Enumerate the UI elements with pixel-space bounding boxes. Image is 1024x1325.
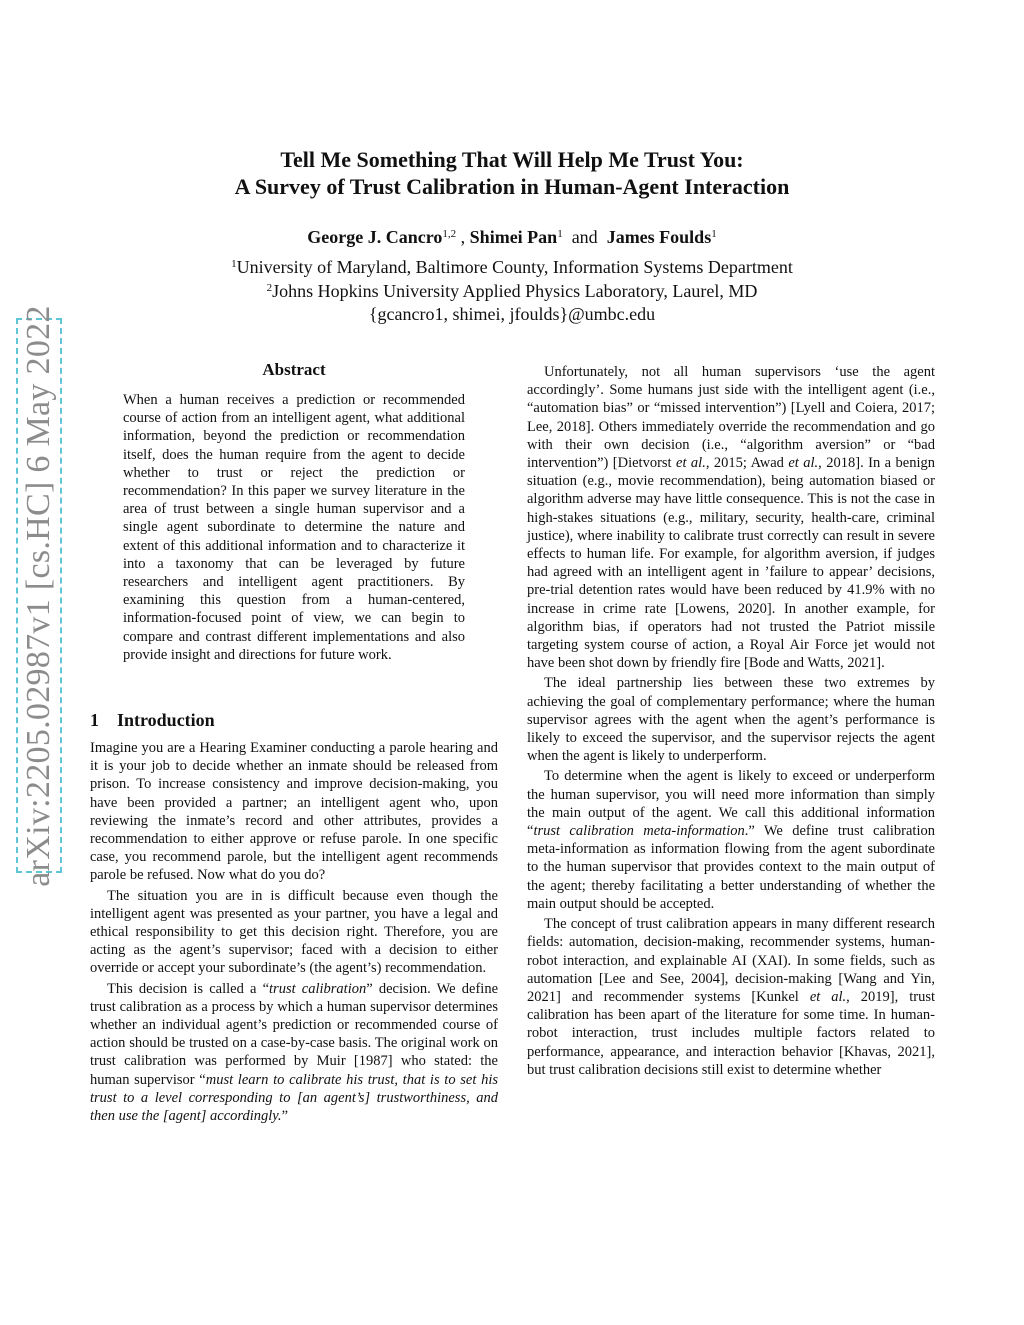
- text-run: ”: [281, 1108, 288, 1125]
- abstract-heading: Abstract: [262, 360, 326, 379]
- author-affiliation-mark: 1: [557, 228, 563, 240]
- text-run: This decision is called a “: [107, 980, 270, 997]
- text-run: , 2015; Awad: [705, 455, 789, 472]
- paragraph: [90, 980, 498, 1126]
- paragraph: [527, 915, 935, 1079]
- emphasis-term: trust calibration: [269, 980, 367, 997]
- text-run: Unfortunately, not all human supervisors ‘use the agent accordingly’. Some humans just side with the intelligent agent (i.e., “automation bias” or “missed intervention”) [Lyell and Coiera, 2017; Lee, 2018]. Others immediately override the recommendation and go with their own decision (i.e., “algorithm aversion” or “bad intervention”) [Dietvorst: [527, 364, 935, 472]
- author-name: James Foulds: [606, 227, 712, 247]
- title-line-2: A Survey of Trust Calibration in Human-Agent Interaction: [234, 174, 790, 199]
- author-list: [150, 222, 874, 249]
- quotation: must learn to calibrate his trust, that is to set his trust to a level corresponding to [an agent’s] trustworthiness, and then use the [agent] accordingly.: [90, 1071, 499, 1125]
- section-number: 1: [90, 710, 99, 730]
- author-separator: and: [562, 227, 607, 247]
- arxiv-sidebar-stamp: [16, 304, 62, 887]
- arxiv-identifier: arXiv:2205.02987v1 [cs.HC] 6 May 2022: [20, 304, 57, 887]
- author-affiliation-mark: 1,2: [442, 228, 457, 240]
- paragraph: The ideal partnership lies between these two extremes by achieving the goal of complementary performance; where the human supervisor agrees with the agent when the agent’s performance is likely to exceed the supervisor, and the supervisor rejects the agent when the agent is likely to underperform.: [527, 675, 935, 765]
- author-name: Shimei Pan: [469, 227, 558, 247]
- paragraph: [527, 767, 935, 913]
- paper-title: [150, 146, 874, 200]
- author-emails: {gcancro1, shimei, jfoulds}@umbc.edu: [368, 304, 656, 324]
- affiliation-1: [150, 252, 874, 279]
- author-name: George J. Cancro: [307, 227, 443, 247]
- text-run: ” decision. We define trust calibration as a process by which a human supervisor determines whether an individual agent’s prediction or recommended course of action should be trusted on a case-by-case basis. The original work on trust calibration was performed by Muir [1987] who stated: the human supervisor “: [90, 980, 499, 1088]
- author-affiliation-mark: 1: [711, 228, 717, 240]
- text-run: , 2018]. In a benign situation (e.g., movie recommendation), being automation biased or algorithm adverse may have little consequence. This is not the case in high-stakes situations (e.g., military, security, health-care, criminal justice), where inability to calibrate trust correctly can result in severe effects to human life. For example, for algorithm aversion, if judges had agreed with an intelligent agent in ’failure to appear’ decisions, pre-trial detention rates would have been reduced by 41.9% with no increase in crime rate [Lowens, 2020]. In another example, for algorithm bias, if operators had not trusted the Patriot missile targeting system course of action, a Royal Air Force jet would not have been shot down by friendly fire [Bode and Watts, 2021].: [527, 455, 936, 672]
- author-separator: ,: [456, 227, 470, 247]
- emphasis-term: trust calibration meta-information: [533, 823, 745, 840]
- abstract-body: When a human receives a prediction or recommended course of action from an intelligent agent, what additional information, beyond the prediction or recommendation itself, does the human require from the agent to decide whether to trust or reject the prediction or recommendation? In this paper we survey literature in the area of trust between a single human supervisor and a single agent subordinate to determine the nature and extent of this additional information and to characterize it into a taxonomy that can be leveraged by future researchers and intelligent agent practitioners. By examining this question from a human-centered, information-focused point of view, we can begin to compare and contrast different implementations and also provide insight and directions for future work.: [123, 392, 465, 663]
- affiliation-mark: 1: [231, 258, 237, 270]
- affiliation-2: [150, 276, 874, 303]
- text-run: , 2019], trust calibration has been apart of the literature for some time. In human-robot interaction, trust includes multiple factors related to performance, appearance, and interaction behavior [Khavas, 2021], but trust calibration decisions still exist to determine whether: [527, 988, 935, 1078]
- citation-etal: et al.: [788, 455, 819, 472]
- text-run: .” We define trust calibration meta-information as information flowing from the agent subordinate to the human supervisor that provides context to the main output of the agent; thereby facilitating a better understanding of whether the main output should be accepted.: [527, 823, 935, 912]
- affiliation-mark: 2: [266, 282, 273, 294]
- section-heading: [90, 710, 215, 731]
- citation-etal: et al.: [676, 455, 706, 472]
- right-column-body: [527, 363, 935, 1079]
- left-column-body: [90, 739, 498, 1125]
- paragraph: [527, 363, 935, 672]
- section-title: Introduction: [117, 710, 215, 730]
- affiliation-text: Johns Hopkins University Applied Physics Laboratory, Laurel, MD: [272, 281, 758, 301]
- title-line-1: Tell Me Something That Will Help Me Trust You:: [280, 147, 744, 172]
- text-run: The concept of trust calibration appears in many different research fields: automation, decision-making, recommender systems, human-robot interaction, and explainable AI (XAI). In some fields, such as automation [Lee and See, 2004], decision-making [Wang and Yin, 2021] and recommender systems [Kunkel: [527, 916, 935, 1005]
- text-run: To determine when the agent is likely to exceed or underperform the human supervisor, you will need more information than simply the main output of the agent. We call this additional information “: [527, 768, 935, 840]
- affiliation-text: University of Maryland, Baltimore County, Information Systems Department: [236, 257, 793, 277]
- paragraph: The situation you are in is difficult because even though the intelligent agent was presented as your partner, you have a legal and ethical responsibility to get this decision right. Therefore, you are acting as the agent’s supervisor; faced with a decision to either override or accept your subordinate’s (the agent’s) recommendation.: [90, 887, 498, 977]
- paragraph: Imagine you are a Hearing Examiner conducting a parole hearing and it is your job to decide whether an inmate should be released from prison. To increase consistency and improve decision-making, you have been provided a partner; an intelligent agent who, upon reviewing the inmate’s record and other attributes, provides a recommendation to either approve or refuse parole. In one specific case, you recommend parole, but the intelligent agent recommends parole be refused. Now what do you do?: [90, 740, 498, 884]
- citation-etal: et al.: [809, 988, 847, 1005]
